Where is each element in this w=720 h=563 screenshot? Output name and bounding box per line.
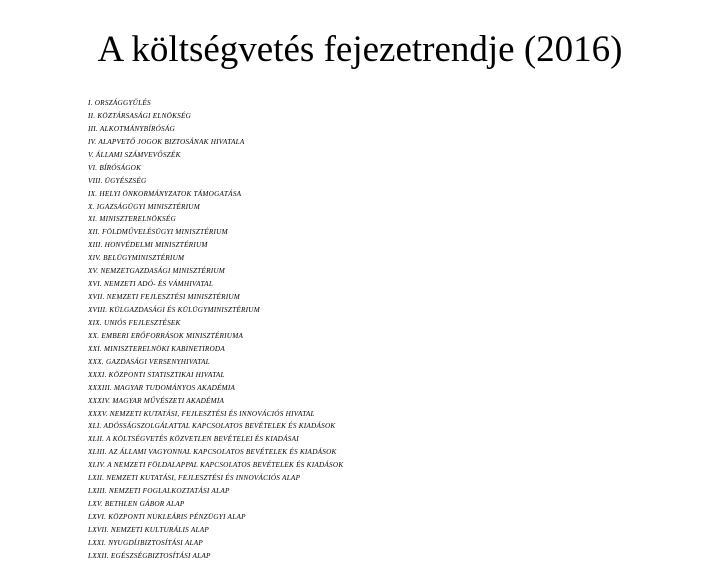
chapter-item: XLI. ADÓSSÁGSZOLGÁLATTAL KAPCSOLATOS BEVÉTELEK ÉS KIADÁSOK — [88, 422, 336, 431]
chapter-item: XVI. NEMZETI ADÓ- ÉS VÁMHIVATAL — [88, 280, 214, 289]
chapter-item: XX. EMBERI ERŐFORRÁSOK MINISZTÉRIUMA — [88, 331, 244, 340]
chapter-list — [88, 97, 343, 563]
chapter-item: XIV. BELÜGYMINISZTÉRIUM — [88, 254, 185, 263]
chapter-item: VIII. ÜGYÉSZSÉG — [88, 176, 147, 185]
chapter-item: XVIII. KÜLGAZDASÁGI ÉS KÜLÜGYMINISZTÉRIUM — [88, 306, 260, 314]
chapter-item: IX. HELYI ÖNKORMÁNYZATOK TÁMOGATÁSA — [88, 189, 242, 198]
chapter-item: XLIV. A NEMZETI FÖLDALAPPAL KAPCSOLATOS BEVÉTELEK ÉS KIADÁSOK — [88, 461, 344, 470]
chapter-item: XVII. NEMZETI FEJLESZTÉSI MINISZTÉRIUM — [88, 293, 241, 302]
chapter-item: I. ORSZÁGGYŰLÉS — [88, 99, 151, 107]
chapter-item: LXVII. NEMZETI KULTURÁLIS ALAP — [88, 525, 210, 534]
chapter-item: XXXI. KÖZPONTI STATISZTIKAI HIVATAL — [88, 370, 225, 379]
chapter-item: XXXV. NEMZETI KUTATÁSI, FEJLESZTÉSI ÉS INNOVÁCIÓS HIVATAL — [88, 409, 315, 418]
chapter-item: III. ALKOTMÁNYBÍRÓSÁG — [88, 124, 175, 133]
chapter-item: IV. ALAPVETŐ JOGOK BIZTOSÁNAK HIVATALA — [88, 137, 245, 146]
chapter-item: LXV. BETHLEN GÁBOR ALAP — [88, 500, 185, 509]
chapter-item: XXX. GAZDASÁGI VERSENYHIVATAL — [88, 357, 210, 366]
chapter-item: XXXIV. MAGYAR MŰVÉSZETI AKADÉMIA — [88, 396, 225, 405]
chapter-item: XI. MINISZTERELNÖKSÉG — [88, 215, 176, 224]
chapter-item: LXXI. NYUGDÍJBIZTOSÍTÁSI ALAP — [88, 538, 203, 547]
chapter-item: XXI. MINISZTERELNÖKI KABINETIRODA — [88, 344, 226, 353]
chapter-item: II. KÖZTÁRSASÁGI ELNÖKSÉG — [88, 111, 192, 120]
chapter-item: LXIII. NEMZETI FOGLALKOZTATÁSI ALAP — [88, 487, 230, 496]
slide-title: A költségvetés fejezetrendje (2016) — [97, 29, 623, 70]
chapter-item: XII. FÖLDMŰVELÉSÜGYI MINISZTÉRIUM — [88, 228, 228, 237]
chapter-item: XV. NEMZETGAZDASÁGI MINISZTÉRIUM — [88, 267, 226, 276]
chapter-item: LXVI. KÖZPONTI NUKLEÁRIS PÉNZÜGYI ALAP — [88, 513, 246, 521]
chapter-item: LXII. NEMZETI KUTATÁSI, FEJLESZTÉSI ÉS INNOVÁCIÓS ALAP — [88, 474, 301, 483]
chapter-item: XLII. A KÖLTSÉGVETÉS KÖZVETLEN BEVÉTELEI ÉS KIADÁSAI — [88, 435, 299, 444]
chapter-item: XIII. HONVÉDELMI MINISZTÉRIUM — [88, 241, 208, 250]
chapter-item: XLIII. AZ ÁLLAMI VAGYONNAL KAPCSOLATOS BEVÉTELEK ÉS KIADÁSOK — [88, 448, 337, 457]
chapter-item: XXXIII. MAGYAR TUDOMÁNYOS AKADÉMIA — [88, 383, 236, 392]
chapter-item: XIX. UNIÓS FEJLESZTÉSEK — [88, 318, 181, 327]
chapter-item: LXXII. EGÉSZSÉGBIZTOSÍTÁSI ALAP — [88, 551, 211, 560]
chapter-item: V. ÁLLAMI SZÁMVEVŐSZÉK — [88, 150, 181, 159]
chapter-item: VI. BÍRÓSÁGOK — [88, 163, 142, 172]
chapter-item: X. IGAZSÁGÜGYI MINISZTÉRIUM — [88, 202, 200, 211]
